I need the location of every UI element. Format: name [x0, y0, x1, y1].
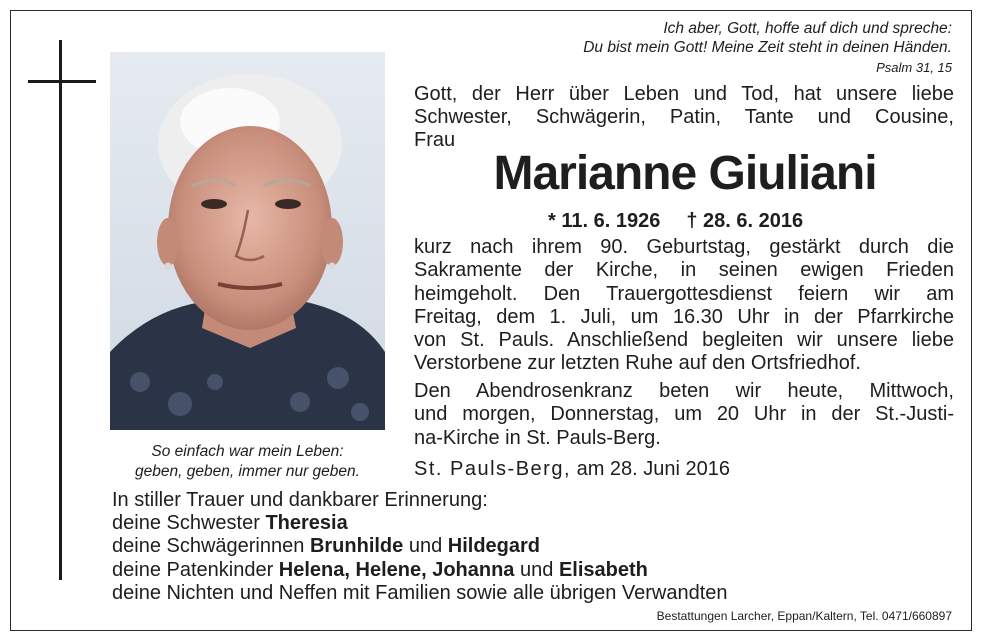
psalm-line-2: Du bist mein Gott! Meine Zeit steht in deinen Händen. [583, 39, 952, 56]
mourner-line-relatives: deine Nichten und Neffen mit Familien sowie alle übrigen Verwandten [112, 581, 728, 604]
place-and-date [414, 458, 730, 481]
photo-caption [110, 442, 385, 482]
relation-label: deine Schwägerinnen [112, 535, 305, 558]
cross-symbol-vertical [59, 40, 62, 580]
paragraph-line: und morgen, Donnerstag, um 20 Uhr in der St.-Justi- [414, 403, 954, 426]
conjunction: und [520, 558, 554, 581]
mourner-line-sister [112, 512, 728, 535]
caption-line-2: geben, geben, immer nur geben. [135, 463, 360, 480]
birth-date: * 11. 6. 1926 [548, 210, 661, 232]
paragraph-line: Freitag, dem 1. Juli, um 16.30 Uhr in der Pfarrkirche [414, 305, 954, 328]
mourner-name: Brunhilde [309, 535, 404, 558]
cross-symbol-horizontal [28, 80, 96, 83]
date: am 28. Juni 2016 [576, 458, 731, 480]
mourners-intro: In stiller Trauer und dankbarer Erinnerung: [112, 489, 488, 511]
deceased-name: Marianne Giuliani [493, 147, 877, 200]
mourner-line-godchildren [112, 559, 728, 582]
caption-line-1: So einfach war mein Leben: [151, 443, 344, 460]
rosary-paragraph [414, 380, 954, 450]
mourners-list [112, 489, 728, 605]
mourner-name: Hildegard [447, 535, 541, 558]
intro-line-3: Frau [414, 129, 456, 151]
paragraph-line: Verstorbene zur letzten Ruhe auf den Ortsfriedhof. [414, 352, 861, 375]
mourner-name: Theresia [265, 512, 348, 535]
paragraph-line: kurz nach ihrem 90. Geburtstag, gestärkt durch die [414, 236, 954, 258]
conjunction: und [408, 535, 443, 558]
mourner-name: Elisabeth [558, 558, 648, 581]
intro-line-2: Schwester, Schwägerin, Patin, Tante und Cousine, [414, 106, 954, 128]
mourner-name: Helena, Helene, Johanna [278, 558, 515, 581]
paragraph-line: heimgeholt. Den Trauergottesdienst feiern wir am [414, 282, 954, 305]
intro-line-1: Gott, der Herr über Leben und Tod, hat unsere liebe [414, 83, 954, 105]
death-date: † 28. 6. 2016 [686, 210, 804, 232]
psalm-reference: Psalm 31, 15 [876, 60, 952, 75]
paragraph-line: na-Kirche in St. Pauls-Berg. [414, 426, 661, 449]
psalm-quote [583, 19, 952, 79]
relation-label: deine Patenkinder [112, 558, 274, 581]
psalm-line-1: Ich aber, Gott, hoffe auf dich und spreche: [663, 20, 952, 37]
relation-label: deine Schwester [112, 512, 260, 535]
service-details-paragraph [414, 236, 954, 376]
place: St. Pauls-Berg, [414, 458, 572, 480]
intro-text [414, 83, 954, 152]
portrait-photo [110, 52, 385, 430]
paragraph-line: Sakramente der Kirche, in seinen ewigen Frieden [414, 259, 954, 282]
paragraph-line: Den Abendrosenkranz beten wir heute, Mittwoch, [414, 380, 954, 402]
paragraph-line: von St. Pauls. Anschließend begleiten wir unsere liebe [414, 329, 954, 352]
life-dates [548, 210, 803, 233]
funeral-home-footer: Bestattungen Larcher, Eppan/Kaltern, Tel. 0471/660897 [656, 609, 952, 623]
mourner-line-sisters-in-law [112, 535, 728, 558]
